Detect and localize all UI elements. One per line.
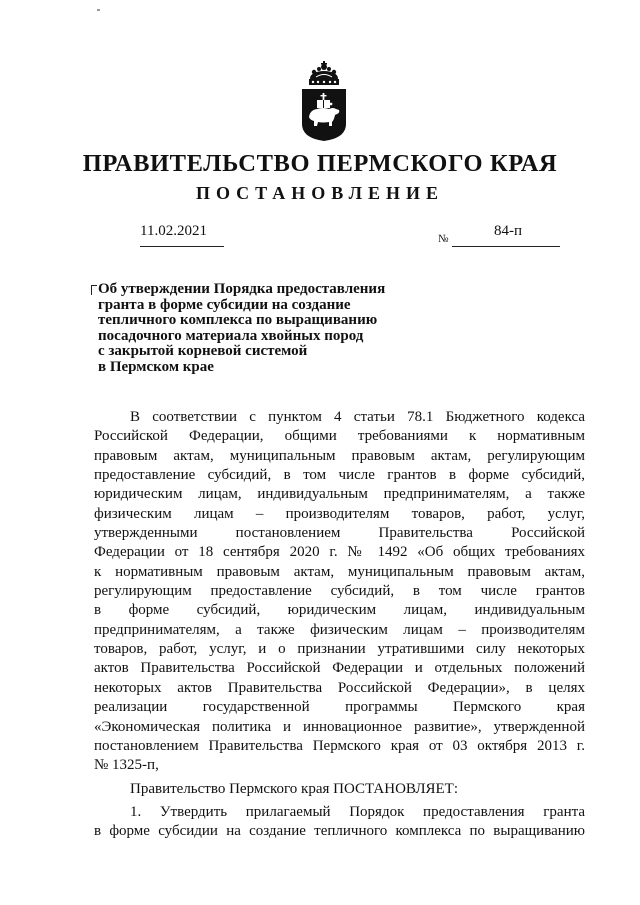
body-line: предпринимателям, а также физическим лицам – производителям bbox=[94, 621, 585, 638]
preamble-paragraph bbox=[94, 408, 585, 776]
resolution-paragraph: Правительство Пермского края ПОСТАНОВЛЯЕТ: bbox=[130, 780, 459, 797]
subject-line: Об утверждении Порядка предоставления bbox=[98, 281, 386, 297]
item-1-paragraph bbox=[94, 803, 585, 842]
body-line: юридическим лицам, индивидуальным предпринимателям, а также bbox=[94, 486, 585, 503]
number-underline bbox=[452, 246, 560, 247]
body-line: в форме субсидий, юридическим лицам, индивидуальным bbox=[94, 602, 585, 619]
body-line: физическим лицам – производителям товаров, работ, услуг, bbox=[94, 505, 585, 522]
body-line: Российской Федерации, общими требованиями к нормативным bbox=[94, 428, 585, 445]
body-line: реализации государственной программы Пермского края bbox=[94, 699, 585, 716]
document-type: ПОСТАНОВЛЕНИЕ bbox=[195, 183, 445, 203]
government-title: ПРАВИТЕЛЬСТВО ПЕРМСКОГО КРАЯ bbox=[82, 150, 558, 177]
perm-krai-coat-of-arms-icon bbox=[296, 58, 352, 142]
body-line: к нормативным правовым актам, муниципальным правовым актам, bbox=[94, 563, 585, 580]
document-number: 84-п bbox=[494, 223, 523, 239]
document-date-field bbox=[140, 223, 224, 249]
subject-corner-mark bbox=[91, 285, 97, 295]
body-line: предоставление субсидий, в том числе грантов в форме субсидий, bbox=[94, 467, 585, 484]
subject-line: в Пермском крае bbox=[98, 358, 214, 375]
document-number-field bbox=[438, 223, 560, 249]
body-line: Федерации от 18 сентября 2020 г. № 1492 «Об общих требованиях bbox=[94, 544, 585, 561]
date-underline bbox=[140, 246, 224, 247]
body-line: «Экономическая политика и инновационное развитие», утвержденной bbox=[94, 718, 585, 735]
body-line: утвержденными постановлением Правительства Российской bbox=[94, 525, 585, 542]
scan-speck bbox=[97, 9, 100, 11]
body-line: регулирующим предоставление субсидий, в том числе грантов bbox=[94, 583, 585, 600]
body-line: в форме субсидии на создание тепличного комплекса по выращиванию bbox=[94, 823, 585, 840]
subject-line: с закрытой корневой системой bbox=[98, 343, 308, 359]
body-line: некоторых актов Правительства Российской Федерации», в целях bbox=[94, 679, 585, 696]
document-body bbox=[94, 408, 585, 842]
document-subject bbox=[98, 282, 408, 375]
body-line: актов Правительства Российской Федерации и отдельных положений bbox=[94, 660, 585, 677]
body-line: В соответствии с пунктом 4 статьи 78.1 Бюджетного кодекса bbox=[130, 409, 585, 425]
body-line: 1. Утвердить прилагаемый Порядок предоставления гранта bbox=[130, 803, 585, 820]
body-line: товаров, работ, услуг, и о признании утратившими силу некоторых bbox=[94, 641, 585, 658]
number-sign: № bbox=[438, 233, 449, 245]
body-line: правовым актам, муниципальным правовым актам, регулирующим bbox=[94, 447, 585, 464]
subject-line: тепличного комплекса по выращиванию bbox=[98, 312, 378, 328]
subject-line: гранта в форме субсидии на создание bbox=[98, 296, 351, 313]
body-line: № 1325-п, bbox=[94, 757, 159, 774]
subject-line: посадочного материала хвойных пород bbox=[98, 327, 364, 344]
document-date: 11.02.2021 bbox=[140, 223, 207, 239]
body-line: постановлением Правительства Пермского края от 03 октября 2013 г. bbox=[94, 737, 585, 754]
